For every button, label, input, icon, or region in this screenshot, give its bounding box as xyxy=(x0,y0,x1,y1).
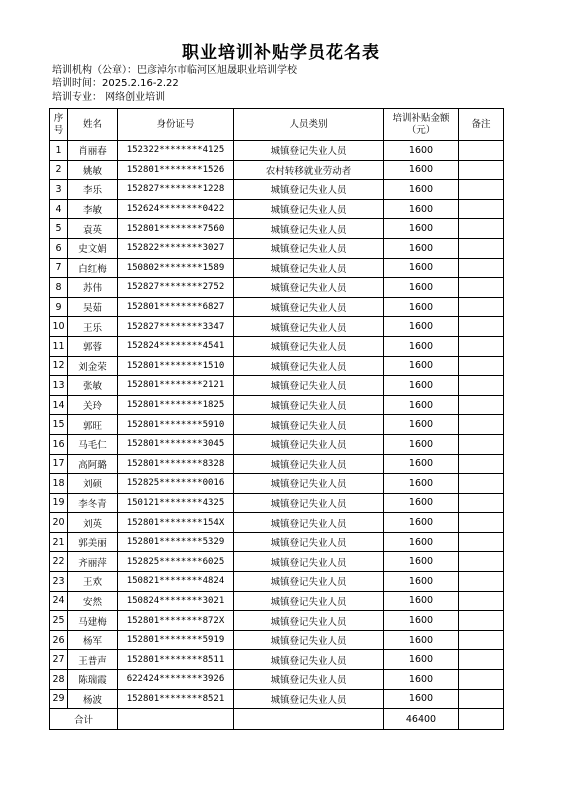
row-seq: 19 xyxy=(50,493,68,513)
row-category: 城镇登记失业人员 xyxy=(234,611,384,631)
row-name: 苏伟 xyxy=(68,278,118,298)
row-category: 城镇登记失业人员 xyxy=(234,434,384,454)
row-category: 城镇登记失业人员 xyxy=(234,395,384,415)
row-amount: 1600 xyxy=(384,238,459,258)
column-header-remark: 备注 xyxy=(459,109,504,141)
row-category: 农村转移就业劳动者 xyxy=(234,160,384,180)
row-amount: 1600 xyxy=(384,199,459,219)
row-seq: 6 xyxy=(50,238,68,258)
row-name: 安然 xyxy=(68,591,118,611)
row-category: 城镇登记失业人员 xyxy=(234,532,384,552)
row-category: 城镇登记失业人员 xyxy=(234,513,384,533)
row-id-number: 152801********154X xyxy=(118,513,234,533)
column-header-id: 身份证号 xyxy=(118,109,234,141)
table-row xyxy=(50,219,504,239)
row-remark xyxy=(459,591,504,611)
row-name: 郭美丽 xyxy=(68,532,118,552)
row-seq: 26 xyxy=(50,630,68,650)
table-row xyxy=(50,532,504,552)
row-category: 城镇登记失业人员 xyxy=(234,415,384,435)
row-category: 城镇登记失业人员 xyxy=(234,670,384,690)
row-name: 姚敏 xyxy=(68,160,118,180)
table-row xyxy=(50,454,504,474)
row-id-number: 152825********0016 xyxy=(118,474,234,494)
table-row xyxy=(50,493,504,513)
trainee-roster-table xyxy=(49,108,504,730)
row-remark xyxy=(459,650,504,670)
row-id-number: 152801********1526 xyxy=(118,160,234,180)
row-id-number: 150121********4325 xyxy=(118,493,234,513)
table-row xyxy=(50,160,504,180)
row-seq: 8 xyxy=(50,278,68,298)
row-amount: 1600 xyxy=(384,532,459,552)
row-amount: 1600 xyxy=(384,611,459,631)
row-name: 肖丽春 xyxy=(68,141,118,161)
table-row xyxy=(50,689,504,709)
training-period: 培训时间：2025.2.16-2.22 xyxy=(52,78,179,89)
row-name: 李冬青 xyxy=(68,493,118,513)
row-id-number: 150824********3021 xyxy=(118,591,234,611)
total-remark-cell xyxy=(459,709,504,730)
row-id-number: 152801********8511 xyxy=(118,650,234,670)
table-row xyxy=(50,474,504,494)
row-name: 史文娟 xyxy=(68,238,118,258)
row-seq: 22 xyxy=(50,552,68,572)
row-category: 城镇登记失业人员 xyxy=(234,689,384,709)
row-amount: 1600 xyxy=(384,317,459,337)
row-seq: 27 xyxy=(50,650,68,670)
row-name: 郭旺 xyxy=(68,415,118,435)
row-name: 刘硕 xyxy=(68,474,118,494)
row-name: 吴茹 xyxy=(68,297,118,317)
total-amount: 46400 xyxy=(384,709,459,730)
column-header-name: 姓名 xyxy=(68,109,118,141)
column-header-category: 人员类别 xyxy=(234,109,384,141)
row-seq: 28 xyxy=(50,670,68,690)
row-category: 城镇登记失业人员 xyxy=(234,219,384,239)
row-seq: 14 xyxy=(50,395,68,415)
row-name: 杨波 xyxy=(68,689,118,709)
row-name: 白红梅 xyxy=(68,258,118,278)
row-amount: 1600 xyxy=(384,258,459,278)
table-row xyxy=(50,552,504,572)
row-remark xyxy=(459,317,504,337)
row-seq: 9 xyxy=(50,297,68,317)
row-seq: 18 xyxy=(50,474,68,494)
row-category: 城镇登记失业人员 xyxy=(234,376,384,396)
total-label: 合计 xyxy=(50,709,118,730)
row-seq: 25 xyxy=(50,611,68,631)
table-row xyxy=(50,180,504,200)
total-category-cell xyxy=(234,709,384,730)
row-name: 李敏 xyxy=(68,199,118,219)
row-id-number: 152801********1510 xyxy=(118,356,234,376)
row-name: 杨军 xyxy=(68,630,118,650)
row-amount: 1600 xyxy=(384,552,459,572)
row-id-number: 152825********6025 xyxy=(118,552,234,572)
row-name: 陈瑞霞 xyxy=(68,670,118,690)
table-row xyxy=(50,434,504,454)
row-category: 城镇登记失业人员 xyxy=(234,258,384,278)
row-remark xyxy=(459,258,504,278)
total-row xyxy=(50,709,504,730)
row-category: 城镇登记失业人员 xyxy=(234,199,384,219)
row-name: 王普声 xyxy=(68,650,118,670)
row-seq: 17 xyxy=(50,454,68,474)
row-category: 城镇登记失业人员 xyxy=(234,336,384,356)
row-seq: 11 xyxy=(50,336,68,356)
row-remark xyxy=(459,572,504,592)
row-category: 城镇登记失业人员 xyxy=(234,180,384,200)
row-remark xyxy=(459,238,504,258)
row-name: 齐丽萍 xyxy=(68,552,118,572)
column-header-amount: 培训补贴金额（元） xyxy=(384,109,459,141)
row-remark xyxy=(459,552,504,572)
table-row xyxy=(50,650,504,670)
row-id-number: 152801********5919 xyxy=(118,630,234,650)
row-remark xyxy=(459,630,504,650)
row-name: 刘英 xyxy=(68,513,118,533)
table-row xyxy=(50,356,504,376)
row-remark xyxy=(459,493,504,513)
row-id-number: 152822********3027 xyxy=(118,238,234,258)
row-remark xyxy=(459,532,504,552)
row-seq: 5 xyxy=(50,219,68,239)
row-name: 郭蓉 xyxy=(68,336,118,356)
row-id-number: 150802********1589 xyxy=(118,258,234,278)
row-id-number: 152801********8521 xyxy=(118,689,234,709)
row-amount: 1600 xyxy=(384,395,459,415)
row-id-number: 152801********872X xyxy=(118,611,234,631)
row-name: 马毛仁 xyxy=(68,434,118,454)
row-remark xyxy=(459,219,504,239)
row-amount: 1600 xyxy=(384,160,459,180)
row-remark xyxy=(459,670,504,690)
row-seq: 12 xyxy=(50,356,68,376)
table-row xyxy=(50,572,504,592)
row-amount: 1600 xyxy=(384,434,459,454)
total-id-cell xyxy=(118,709,234,730)
row-amount: 1600 xyxy=(384,572,459,592)
table-row xyxy=(50,395,504,415)
row-category: 城镇登记失业人员 xyxy=(234,454,384,474)
row-name: 高阿璐 xyxy=(68,454,118,474)
row-seq: 21 xyxy=(50,532,68,552)
row-category: 城镇登记失业人员 xyxy=(234,650,384,670)
row-category: 城镇登记失业人员 xyxy=(234,474,384,494)
row-seq: 10 xyxy=(50,317,68,337)
row-seq: 1 xyxy=(50,141,68,161)
table-row xyxy=(50,297,504,317)
row-category: 城镇登记失业人员 xyxy=(234,552,384,572)
row-amount: 1600 xyxy=(384,336,459,356)
row-seq: 20 xyxy=(50,513,68,533)
row-id-number: 150821********4824 xyxy=(118,572,234,592)
row-remark xyxy=(459,278,504,298)
row-amount: 1600 xyxy=(384,219,459,239)
row-amount: 1600 xyxy=(384,415,459,435)
row-remark xyxy=(459,415,504,435)
row-category: 城镇登记失业人员 xyxy=(234,317,384,337)
row-remark xyxy=(459,160,504,180)
row-remark xyxy=(459,297,504,317)
row-name: 王乐 xyxy=(68,317,118,337)
table-header-row xyxy=(50,109,504,141)
table-row xyxy=(50,415,504,435)
row-id-number: 152801********6827 xyxy=(118,297,234,317)
row-remark xyxy=(459,513,504,533)
table-row xyxy=(50,513,504,533)
row-remark xyxy=(459,180,504,200)
row-name: 张敏 xyxy=(68,376,118,396)
row-category: 城镇登记失业人员 xyxy=(234,297,384,317)
row-seq: 4 xyxy=(50,199,68,219)
row-id-number: 152827********2752 xyxy=(118,278,234,298)
row-name: 马建梅 xyxy=(68,611,118,631)
table-row xyxy=(50,317,504,337)
row-category: 城镇登记失业人员 xyxy=(234,141,384,161)
row-category: 城镇登记失业人员 xyxy=(234,572,384,592)
row-remark xyxy=(459,356,504,376)
training-major: 培训专业： 网络创业培训 xyxy=(52,92,166,103)
table-row xyxy=(50,336,504,356)
table-row xyxy=(50,258,504,278)
row-remark xyxy=(459,474,504,494)
row-seq: 24 xyxy=(50,591,68,611)
row-seq: 3 xyxy=(50,180,68,200)
row-id-number: 622424********3926 xyxy=(118,670,234,690)
table-row xyxy=(50,591,504,611)
row-id-number: 152801********1825 xyxy=(118,395,234,415)
training-institution: 培训机构（公章）：巴彦淖尔市临河区旭晟职业培训学校 xyxy=(52,65,297,76)
row-remark xyxy=(459,141,504,161)
row-remark xyxy=(459,395,504,415)
row-remark xyxy=(459,689,504,709)
row-id-number: 152827********3347 xyxy=(118,317,234,337)
page-title: 职业培训补贴学员花名表 xyxy=(182,43,380,63)
row-name: 关玲 xyxy=(68,395,118,415)
row-id-number: 152801********5910 xyxy=(118,415,234,435)
row-name: 刘金荣 xyxy=(68,356,118,376)
row-amount: 1600 xyxy=(384,356,459,376)
row-seq: 29 xyxy=(50,689,68,709)
row-remark xyxy=(459,336,504,356)
row-category: 城镇登记失业人员 xyxy=(234,356,384,376)
row-amount: 1600 xyxy=(384,630,459,650)
row-amount: 1600 xyxy=(384,670,459,690)
row-category: 城镇登记失业人员 xyxy=(234,278,384,298)
column-header-seq: 序号 xyxy=(50,109,68,141)
row-id-number: 152801********2121 xyxy=(118,376,234,396)
table-row xyxy=(50,141,504,161)
row-seq: 2 xyxy=(50,160,68,180)
row-seq: 15 xyxy=(50,415,68,435)
row-id-number: 152824********4541 xyxy=(118,336,234,356)
row-id-number: 152801********5329 xyxy=(118,532,234,552)
row-remark xyxy=(459,434,504,454)
row-name: 袁英 xyxy=(68,219,118,239)
row-amount: 1600 xyxy=(384,376,459,396)
row-amount: 1600 xyxy=(384,141,459,161)
table-row xyxy=(50,376,504,396)
row-amount: 1600 xyxy=(384,591,459,611)
row-id-number: 152827********1228 xyxy=(118,180,234,200)
row-amount: 1600 xyxy=(384,454,459,474)
table-row xyxy=(50,238,504,258)
row-id-number: 152322********4125 xyxy=(118,141,234,161)
table-row xyxy=(50,611,504,631)
row-amount: 1600 xyxy=(384,689,459,709)
row-amount: 1600 xyxy=(384,493,459,513)
row-id-number: 152624********0422 xyxy=(118,199,234,219)
row-id-number: 152801********8328 xyxy=(118,454,234,474)
row-remark xyxy=(459,199,504,219)
row-amount: 1600 xyxy=(384,278,459,298)
row-amount: 1600 xyxy=(384,474,459,494)
row-seq: 16 xyxy=(50,434,68,454)
table-row xyxy=(50,278,504,298)
row-amount: 1600 xyxy=(384,180,459,200)
row-seq: 23 xyxy=(50,572,68,592)
row-seq: 13 xyxy=(50,376,68,396)
row-category: 城镇登记失业人员 xyxy=(234,591,384,611)
row-seq: 7 xyxy=(50,258,68,278)
row-id-number: 152801********3045 xyxy=(118,434,234,454)
row-amount: 1600 xyxy=(384,297,459,317)
row-category: 城镇登记失业人员 xyxy=(234,493,384,513)
row-amount: 1600 xyxy=(384,513,459,533)
row-name: 王欢 xyxy=(68,572,118,592)
table-body xyxy=(50,141,504,709)
row-id-number: 152801********7560 xyxy=(118,219,234,239)
row-remark xyxy=(459,376,504,396)
row-remark xyxy=(459,611,504,631)
row-remark xyxy=(459,454,504,474)
row-category: 城镇登记失业人员 xyxy=(234,238,384,258)
row-amount: 1600 xyxy=(384,650,459,670)
row-name: 李乐 xyxy=(68,180,118,200)
row-category: 城镇登记失业人员 xyxy=(234,630,384,650)
table-row xyxy=(50,630,504,650)
table-row xyxy=(50,199,504,219)
table-row xyxy=(50,670,504,690)
